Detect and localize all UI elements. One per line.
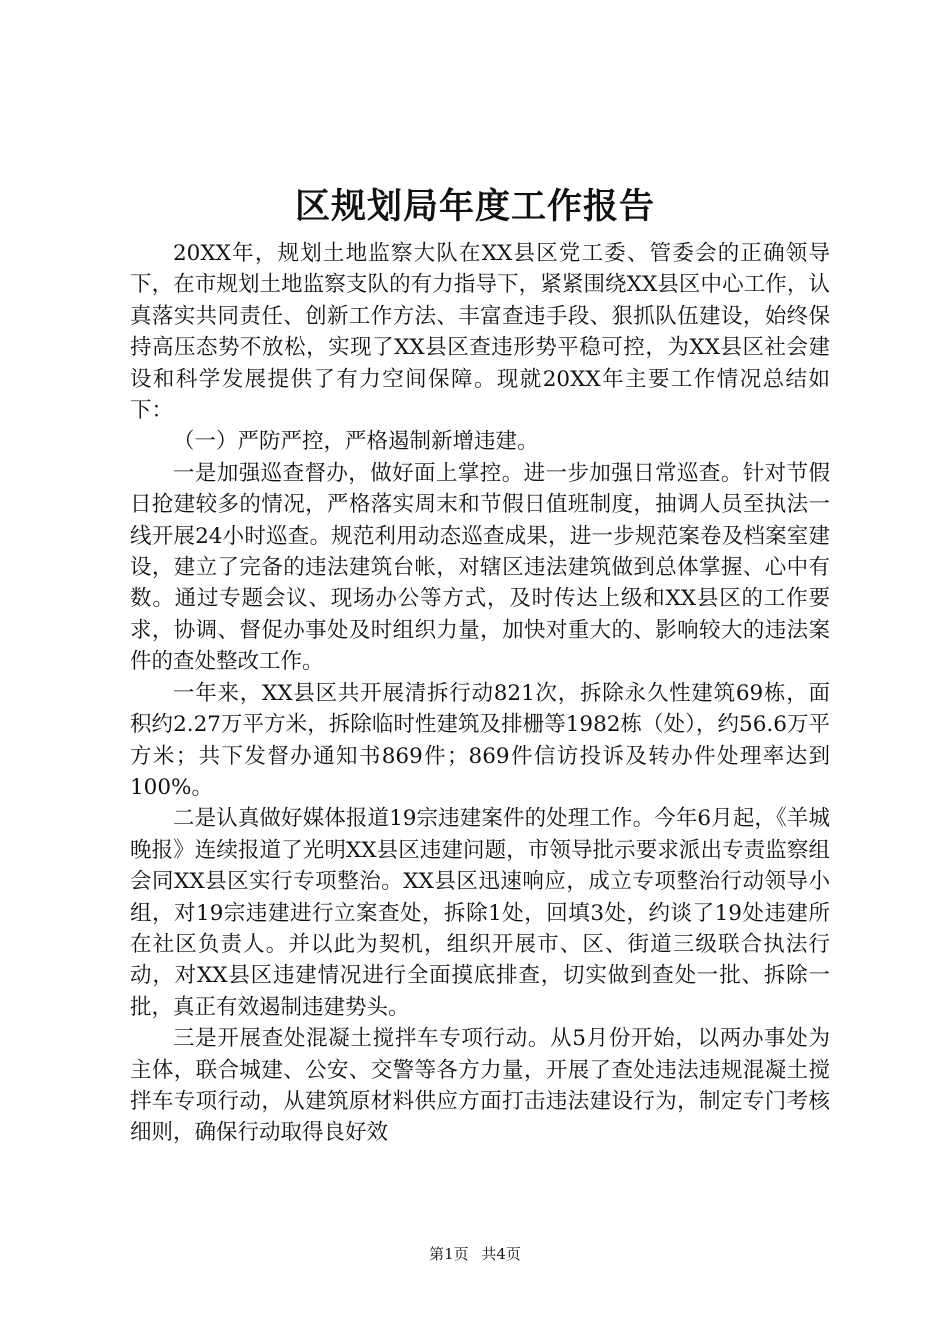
document-title: 区规划局年度工作报告 bbox=[294, 186, 655, 227]
page-footer bbox=[0, 1244, 950, 1264]
paragraph-statistics: 一年来，XX县区共开展清拆行动821次，拆除永久性建筑69栋，面积约2.27万平方米，拆除临时性建筑及排栅等1982栋（处），约56.6万平方米；共下发督办通知书869件；869件信访投诉及转办件处理率达到100%。 bbox=[130, 680, 830, 800]
paragraph-item-one: 一是加强巡查督办，做好面上掌控。进一步加强日常巡查。针对节假日抢建较多的情况，严格落实周末和节假日值班制度，抽调人员至执法一线开展24小时巡查。规范利用动态巡查成果，进一步规范案卷及档案室建设，建立了完备的违法建筑台帐，对辖区违法建筑做到总体掌握、心中有数。通过专题会议、现场办公等方式，及时传达上级和XX县区的工作要求，协调、督促办事处及时组织力量，加快对重大的、影响较大的违法案件的查处整改工作。 bbox=[130, 460, 830, 675]
paragraph-item-three: 三是开展查处混凝土搅拌车专项行动。从5月份开始，以两办事处为主体，联合城建、公安、交警等各方力量，开展了查处违法违规混凝土搅拌车专项行动，从建筑原材料供应方面打击违法建设行为，制定专门考核细则，确保行动取得良好效 bbox=[130, 1026, 830, 1146]
paragraph-intro: 20XX年，规划土地监察大队在XX县区党工委、管委会的正确领导下，在市规划土地监察支队的有力指导下，紧紧围绕XX县区中心工作，认真落实共同责任、创新工作方法、丰富查违手段、狠抓队伍建设，始终保持高压态势不放松，实现了XX县区查违形势平稳可控，为XX县区社会建设和科学发展提供了有力空间保障。现就20XX年主要工作情况总结如下： bbox=[130, 241, 830, 424]
page-number: 第1页 bbox=[429, 1245, 469, 1263]
document-body bbox=[130, 238, 830, 1149]
page-total: 共4页 bbox=[481, 1245, 521, 1263]
paragraph-section-heading: （一）严防严控，严格遏制新增违建。 bbox=[173, 429, 539, 455]
paragraph-item-two: 二是认真做好媒体报道19宗违建案件的处理工作。今年6月起，《羊城晚报》连续报道了光明XX县区违建问题，市领导批示要求派出专责监察组会同XX县区实行专项整治。XX县区迅速响应，成立专项整治行动领导小组，对19宗违建进行立案查处，拆除1处，回填3处，约谈了19处违建所在社区负责人。并以此为契机，组织开展市、区、街道三级联合执法行动，对XX县区违建情况进行全面摸底排查，切实做到查处一批、拆除一批，真正有效遏制违建势头。 bbox=[130, 806, 830, 1020]
